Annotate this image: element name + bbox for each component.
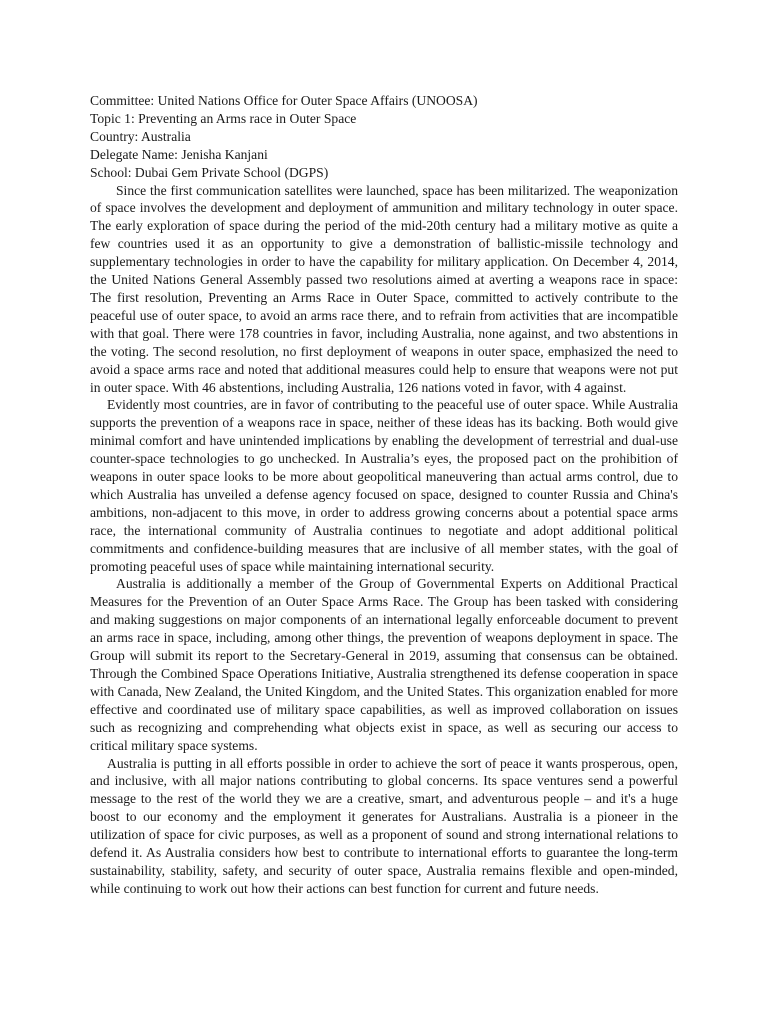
country-line: Country: Australia <box>90 128 191 144</box>
delegate-line: Delegate Name: Jenisha Kanjani <box>90 146 268 162</box>
body-paragraph-4: Australia is putting in all efforts possible in order to achieve the sort of peace it wants prosperous, open, and inclusive, with all major nations contributing to global concerns. Its space ventures send a powerful message to the rest of the world they we are a creative, smart, and adventurous people – and it's a huge boost to our economy and the employment it generates for Australians. Australia is a pioneer in the utilization of space for civic purposes, as well as a proponent of sound and strong international relations to defend it. As Australia considers how best to contribute to international efforts to guarantee the long-term sustainability, stability, safety, and security of outer space, Australia remains flexible and open-minded, while continuing to work out how their actions can best function for current and future needs. <box>90 755 678 896</box>
document-page <box>90 92 678 898</box>
school-line: School: Dubai Gem Private School (DGPS) <box>90 164 329 180</box>
body-paragraph-3: Australia is additionally a member of the Group of Governmental Experts on Additional Practical Measures for the Prevention of an Outer Space Arms Race. The Group has been tasked with considering and making suggestions on major components of an international legally enforceable document to prevent an arms race in space, including, among other things, the prevention of weapons deployment in space. The Group will submit its report to the Secretary-General in 2019, assuming that consensus can be obtained. Through the Combined Space Operations Initiative, Australia strengthened its defense cooperation in space with Canada, New Zealand, the United Kingdom, and the United States. This organization enabled for more effective and coordinated use of military space capabilities, as well as improved collaboration on issues such as recognizing and comprehending what objects exist in space, as well as securing our access to critical military space systems. <box>90 576 678 753</box>
committee-line: Committee: United Nations Office for Outer Space Affairs (UNOOSA) <box>90 93 478 108</box>
body-paragraph-2: Evidently most countries, are in favor of contributing to the peaceful use of outer space. While Australia supports the prevention of a weapons race in space, neither of these ideas has its backing. Both would give minimal comfort and have unintended implications by enabling the development of terrestrial and dual-use counter-space technologies to go unchecked. In Australia’s eyes, the proposed pact on the prohibition of weapons in outer space looks to be more about geopolitical maneuvering than actual arms control, due to which Australia has unveiled a defense agency focused on space, designed to counter Russia and China's ambitions, non-adjacent to this move, in order to address growing concerns about a potential space arms race, the international community of Australia continues to negotiate and adopt additional political commitments and confidence-building measures that are inclusive of all member states, with the goal of promoting peaceful uses of space while maintaining international security. <box>90 397 678 574</box>
body-paragraph-1: Since the first communication satellites were launched, space has been militarized. The weaponization of space involves the development and deployment of ammunition and military technology in outer space. The early exploration of space during the period of the mid-20th century had a military motive as quite a few countries used it as an opportunity to give a demonstration of ballistic-missile technology and supplementary technologies in order to have the capability for military application. On December 4, 2014, the United Nations General Assembly passed two resolutions aimed at averting a weapons race in space: The first resolution, Preventing an Arms Race in Outer Space, committed to actively contribute to the peaceful use of outer space, to avoid an arms race there, and to refrain from activities that are incompatible with that goal. There were 178 countries in favor, including Australia, none against, and two abstentions in the voting. The second resolution, no first deployment of weapons in outer space, emphasized the need to avoid a space arms race and noted that additional measures could help to ensure that weapons were not put in outer space. With 46 abstentions, including Australia, 126 nations voted in favor, with 4 against. <box>90 182 678 395</box>
topic-line: Topic 1: Preventing an Arms race in Outer Space <box>90 110 357 126</box>
